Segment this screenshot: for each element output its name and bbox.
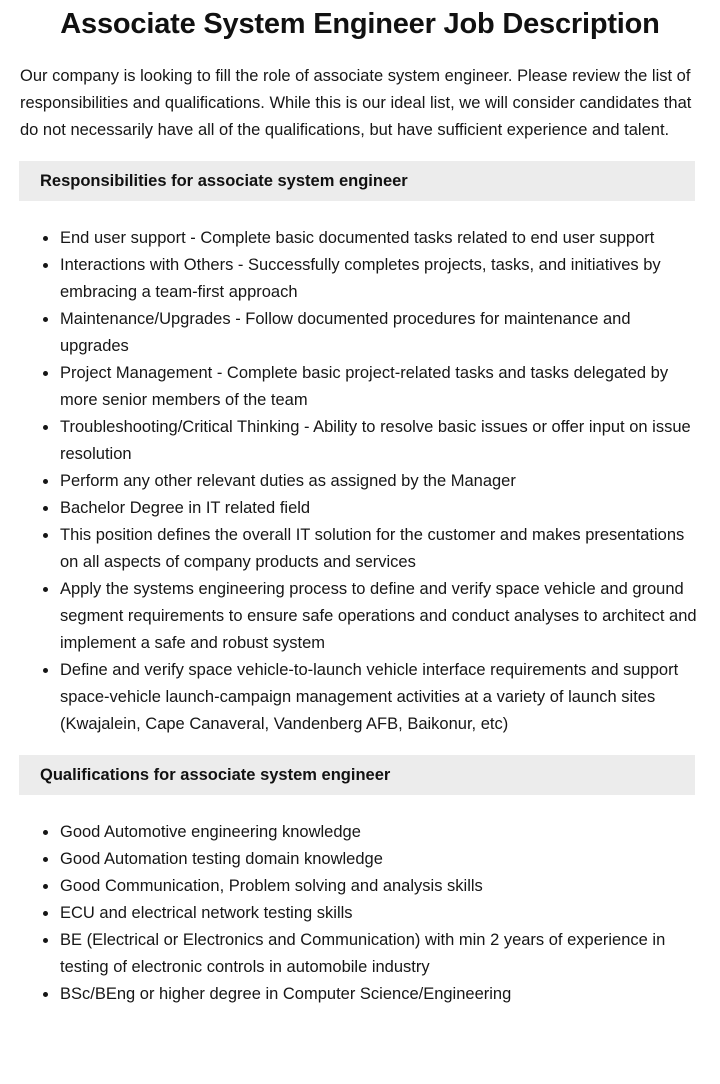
qualifications-list [0,819,700,1008]
list-item: Define and verify space vehicle-to-launch vehicle interface requirements and support space-vehicle launch-campaign management activities at a variety of launch sites (Kwajalein, Cape Canaveral, Vandenberg AFB, Baikonur, etc) [60,657,700,738]
list-item: Apply the systems engineering process to define and verify space vehicle and ground segment requirements to ensure safe operations and conduct analyses to architect and implement a safe and robust system [60,576,700,657]
list-item: Good Automotive engineering knowledge [60,819,700,846]
list-item: Interactions with Others - Successfully completes projects, tasks, and initiatives by embracing a team-first approach [60,252,700,306]
list-item: Bachelor Degree in IT related field [60,495,700,522]
list-item: Troubleshooting/Critical Thinking - Ability to resolve basic issues or offer input on issue resolution [60,414,700,468]
qualifications-section-heading: Qualifications for associate system engineer [19,755,695,795]
list-item: End user support - Complete basic documented tasks related to end user support [60,225,700,252]
intro-paragraph: Our company is looking to fill the role of associate system engineer. Please review the list of responsibilities and qualifications. While this is our ideal list, we will consider candidates that do not necessarily have all of the qualifications, but have sufficient experience and talent. [20,67,692,139]
list-item: This position defines the overall IT solution for the customer and makes presentations on all aspects of company products and services [60,522,700,576]
list-item: Good Automation testing domain knowledge [60,846,700,873]
list-item: BE (Electrical or Electronics and Communication) with min 2 years of experience in testing of electronic controls in automobile industry [60,927,700,981]
list-item: Project Management - Complete basic project-related tasks and tasks delegated by more senior members of the team [60,360,700,414]
list-item: BSc/BEng or higher degree in Computer Science/Engineering [60,981,700,1008]
list-item: ECU and electrical network testing skills [60,900,700,927]
list-item: Good Communication, Problem solving and analysis skills [60,873,700,900]
page-title: Associate System Engineer Job Description [60,8,660,40]
responsibilities-section-heading: Responsibilities for associate system engineer [19,161,695,201]
responsibilities-list [0,225,700,738]
list-item: Maintenance/Upgrades - Follow documented procedures for maintenance and upgrades [60,306,700,360]
list-item: Perform any other relevant duties as assigned by the Manager [60,468,700,495]
